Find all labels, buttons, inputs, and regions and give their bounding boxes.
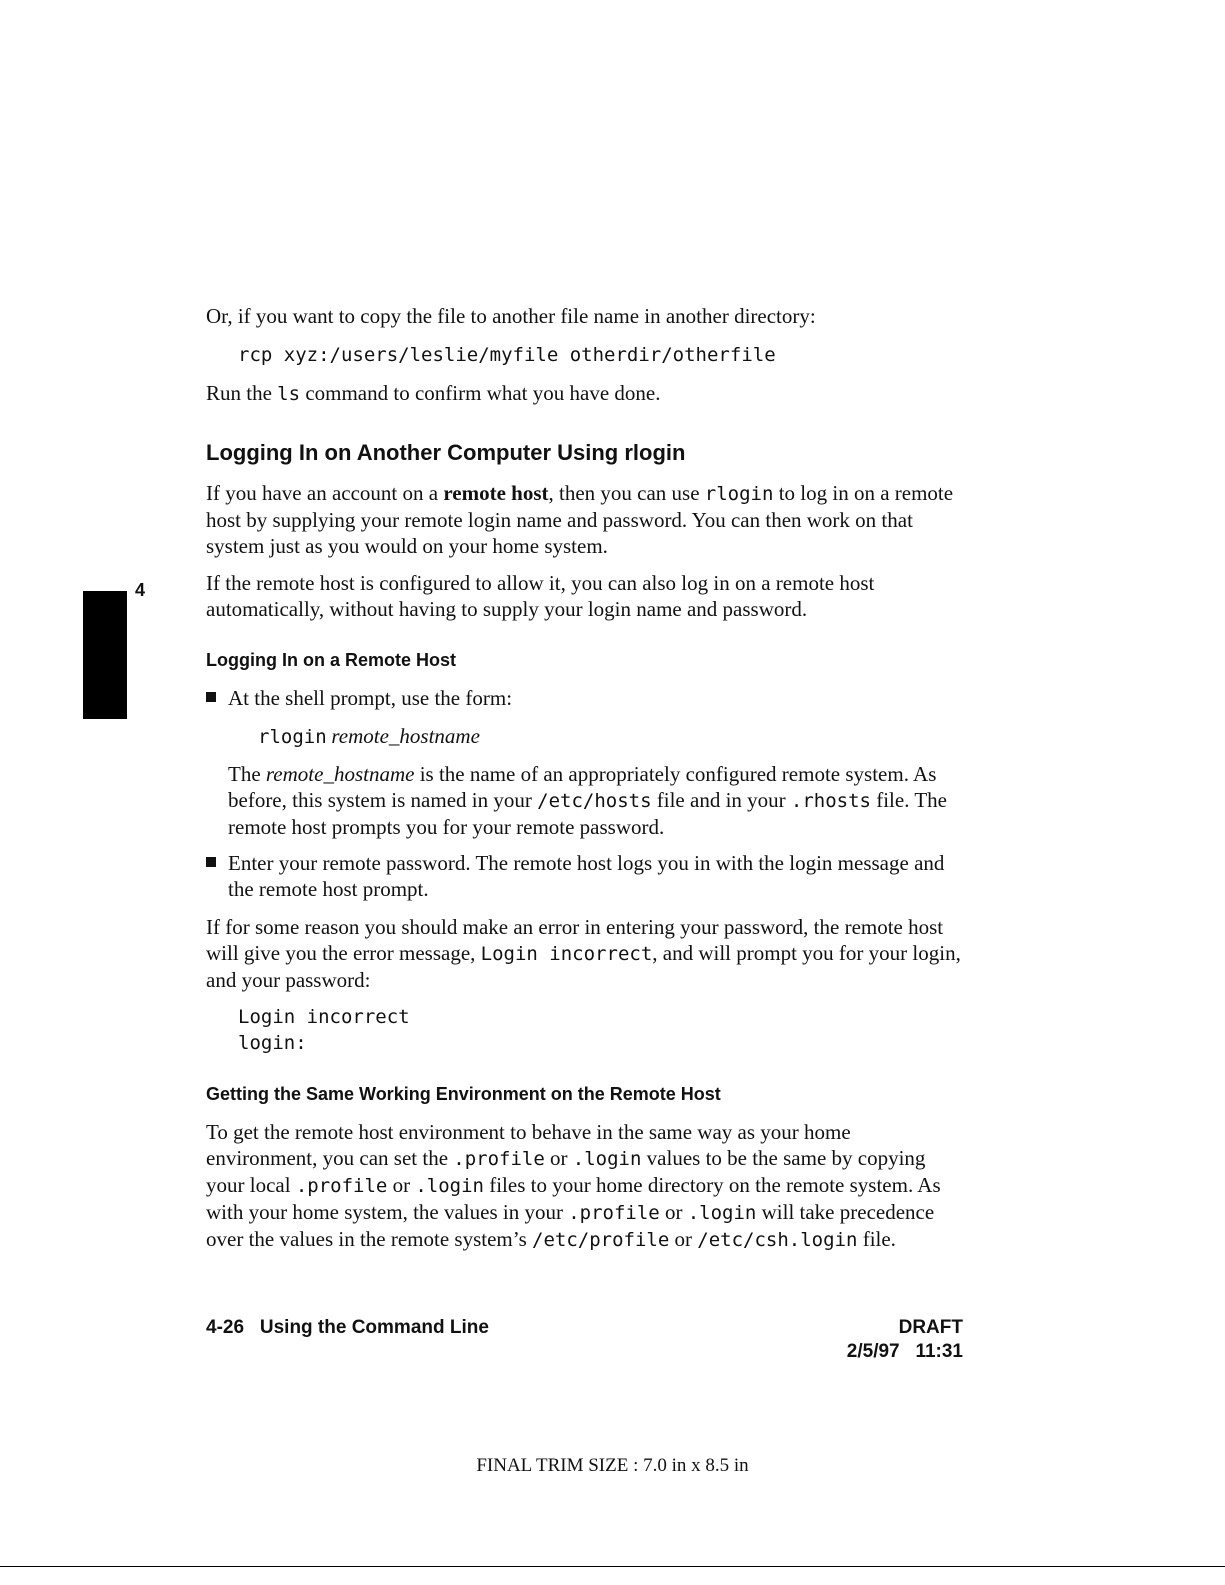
subsection-title-remote-host: Logging In on a Remote Host	[206, 650, 456, 670]
draft-label: DRAFT	[898, 1317, 963, 1338]
chapter-name: Using the Command Line	[259, 1317, 489, 1338]
section-paragraph-1: If you have an account on a remote host, then you can use rlogin to log in on a remote host by supplying your remote login name and password. You can then work on that system just as you would on your home system.	[206, 481, 954, 558]
chapter-tab-number: 4	[135, 580, 146, 600]
rlogin-description: The remote_hostname is the name of an appropriately configured remote system. As before, this system is named in your /etc/hosts file and in your .rhosts file. The remote host prompts you for your remote password.	[228, 762, 947, 839]
bullet-marker	[206, 692, 216, 702]
footer-left	[206, 1317, 489, 1339]
section-paragraph-2: If the remote host is configured to allow it, you can also log in on a remote host automatically, without having to supply your login name and password.	[206, 571, 875, 621]
error-paragraph: If for some reason you should make an error in entering your password, the remote host will give you the error message, Login incorrect, and will prompt you for your login, and your password:	[206, 915, 961, 992]
login-incorrect-block: Login incorrect login:	[238, 1006, 410, 1054]
rlogin-form: rlogin remote_hostname	[258, 724, 480, 748]
bullet-marker	[206, 857, 216, 867]
section-title: Logging In on Another Computer Using rlogin	[206, 440, 686, 465]
page-number: 4-26	[206, 1317, 245, 1338]
environment-paragraph: To get the remote host environment to behave in the same way as your home environment, you can set the .profile or .login values to be the same by copying your local .profile or .login files to your home directory on the remote system. As with your home system, the values in your .profile or .login will take precedence over the values in the remote system’s /etc/profile or /etc/csh.login file.	[206, 1120, 941, 1251]
bottom-rule	[0, 1566, 1225, 1567]
subsection-title-environment: Getting the Same Working Environment on the Remote Host	[206, 1084, 721, 1104]
intro-run-text: Run the ls command to confirm what you have done.	[206, 381, 661, 405]
intro-text: Or, if you want to copy the file to another file name in another directory:	[206, 304, 816, 328]
draft-timestamp: 2/5/97 11:31	[846, 1341, 963, 1362]
ls-command: ls	[277, 383, 301, 405]
bullet-step-1: At the shell prompt, use the form:	[228, 686, 513, 710]
trim-size-note: FINAL TRIM SIZE : 7.0 in x 8.5 in	[476, 1455, 749, 1476]
chapter-tab-bar	[83, 591, 127, 719]
bullet-step-2: Enter your remote password. The remote host logs you in with the login message and the remote host prompt.	[228, 851, 945, 901]
rcp-command: rcp xyz:/users/leslie/myfile otherdir/otherfile	[238, 344, 776, 366]
